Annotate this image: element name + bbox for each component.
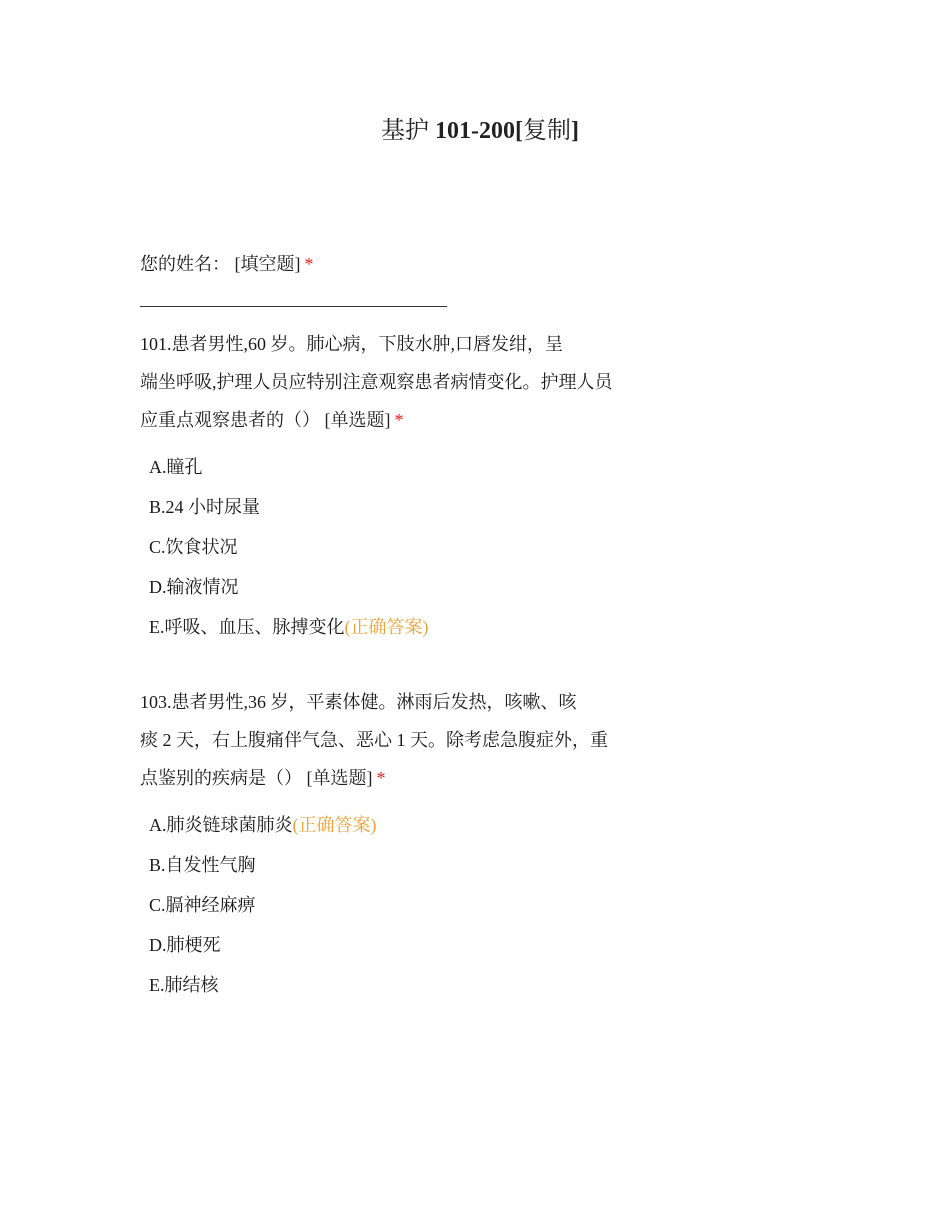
option-a [149,812,640,852]
question-101 [140,330,640,654]
option-text: A.肺炎链球菌肺炎 [149,815,293,835]
option-text: A.瞳孔 [149,457,203,477]
question-stem-line: 103.患者男性,36 岁，平素体健。淋雨后发热，咳嗽、咳 [140,692,577,712]
question-type-tag: [单选题] [306,768,373,788]
option-e [149,972,640,1012]
question-stem-line: 痰 2 天，右上腹痛伴气急、恶心 1 天。除考虑急腹症外，重 [140,730,608,750]
name-question [140,250,640,288]
name-answer-line[interactable] [140,306,447,307]
option-text: B.自发性气胸 [149,855,256,875]
option-c [149,892,640,932]
option-text: C.膈神经麻痹 [149,895,256,915]
title-prefix: 基护 [381,118,435,144]
option-text: D.输液情况 [149,577,239,597]
correct-answer-label: (正确答案) [344,617,429,637]
option-list [140,454,640,654]
name-label: 您的姓名： [140,254,230,274]
option-b [149,494,640,534]
question-type-tag: [单选题] [324,410,391,430]
option-a [149,454,640,494]
required-mark: * [304,254,314,274]
question-stem-line: 101.患者男性,60 岁。肺心病，下肢水肿,口唇发绀，呈 [140,334,563,354]
option-text: E.肺结核 [149,975,219,995]
option-c [149,534,640,574]
question-stem-text: 应重点观察患者的（） [140,410,320,430]
question-stem-line [140,764,640,802]
title-range: 101-200[ [435,118,523,144]
question-stem-line: 端坐呼吸,护理人员应特别注意观察患者病情变化。护理人员 [140,372,613,392]
option-text: B.24 小时尿量 [149,497,261,517]
option-d [149,574,640,614]
question-stem-text: 点鉴别的疾病是（） [140,768,302,788]
title-copy: 复制 [522,118,571,144]
option-e [149,614,640,654]
required-mark: * [394,410,404,430]
page-title [0,110,950,145]
question-103 [140,688,640,1012]
title-close-bracket: ] [570,118,579,144]
correct-answer-label: (正确答案) [292,815,377,835]
option-b [149,852,640,892]
question-stem-line [140,406,640,444]
question-type-tag: [填空题] [234,254,301,274]
name-question-line [140,250,640,288]
required-mark: * [376,768,386,788]
option-text: C.饮食状况 [149,537,238,557]
option-list [140,812,640,1012]
option-text: D.肺梗死 [149,935,221,955]
option-text: E.呼吸、血压、脉搏变化 [149,617,345,637]
option-d [149,932,640,972]
